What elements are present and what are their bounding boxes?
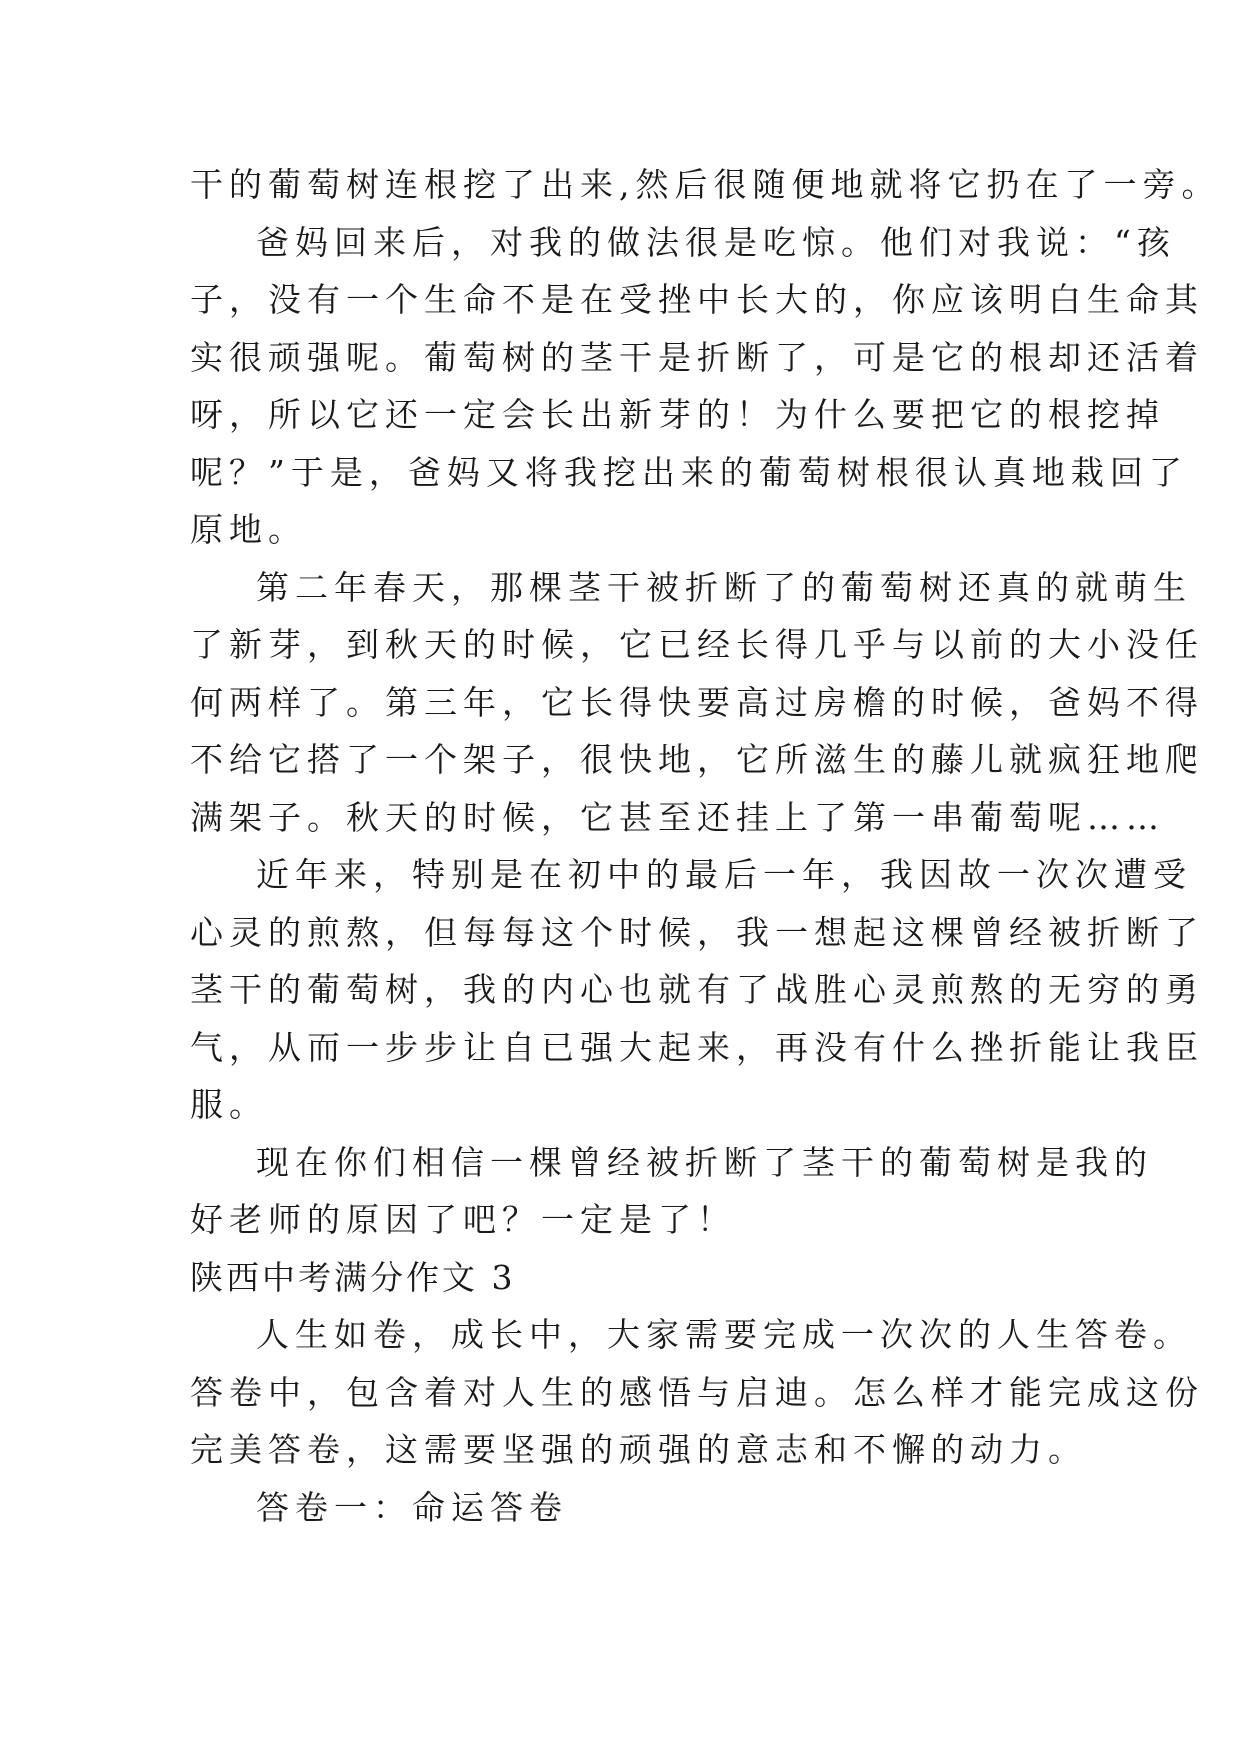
text-line: 好老师的原因了吧？一定是了！ [190, 1200, 736, 1239]
subheading-line: 答卷一：命运答卷 [256, 1487, 568, 1527]
paragraph-start-line: 近年来，特别是在初中的最后一年，我因故一次次遭受 [256, 855, 1192, 894]
text-line: 了新芽，到秋天的时候，它已经长得几乎与以前的大小没任 [190, 625, 1204, 664]
document-body [190, 156, 1221, 1536]
text-line: 呀，所以它还一定会长出新芽的！为什么要把它的根挖掉 [190, 395, 1165, 434]
paragraph-start-line: 现在你们相信一棵曾经被折断了茎干的葡萄树是我的 [256, 1142, 1153, 1182]
paragraph-start-line: 人生如卷，成长中，大家需要完成一次次的人生答卷。 [256, 1315, 1192, 1354]
text-line: 原地。 [190, 510, 307, 549]
text-line: 茎干的葡萄树，我的内心也就有了战胜心灵煎熬的无穷的勇 [190, 970, 1204, 1009]
text-line: 气，从而一步步让自已强大起来，再没有什么挫折能让我臣 [190, 1027, 1204, 1067]
paragraph-start-line: 爸妈回来后，对我的做法很是吃惊。他们对我说：“孩 [256, 222, 1176, 262]
text-line: 答卷中，包含着对人生的感悟与启迪。怎么样才能完成这份 [190, 1372, 1204, 1412]
section-heading: 陕西中考满分作文 3 [190, 1257, 516, 1297]
text-line: 干的葡萄树连根挖了出来,然后很随便地就将它扔在了一旁。 [190, 165, 1221, 204]
text-line: 何两样了。第三年，它长得快要高过房檐的时候，爸妈不得 [190, 682, 1204, 722]
text-line: 实很顽强呢。葡萄树的茎干是折断了，可是它的根却还活着 [190, 337, 1204, 377]
text-line: 心灵的煎熬，但每每这个时候，我一想起这棵曾经被折断了 [190, 912, 1204, 952]
text-line: 服。 [190, 1085, 268, 1124]
text-line: 不给它搭了一个架子，很快地，它所滋生的藤儿就疯狂地爬 [190, 740, 1204, 779]
text-line: 满架子。秋天的时候，它甚至还挂上了第一串葡萄呢…… [190, 797, 1165, 837]
text-line: 呢？”于是，爸妈又将我挖出来的葡萄树根很认真地栽回了 [190, 452, 1188, 492]
text-line: 子，没有一个生命不是在受挫中长大的，你应该明白生命其 [190, 280, 1204, 319]
text-line: 完美答卷，这需要坚强的顽强的意志和不懈的动力。 [190, 1430, 1087, 1469]
paragraph-start-line: 第二年春天，那棵茎干被折断了的葡萄树还真的就萌生 [256, 567, 1192, 607]
